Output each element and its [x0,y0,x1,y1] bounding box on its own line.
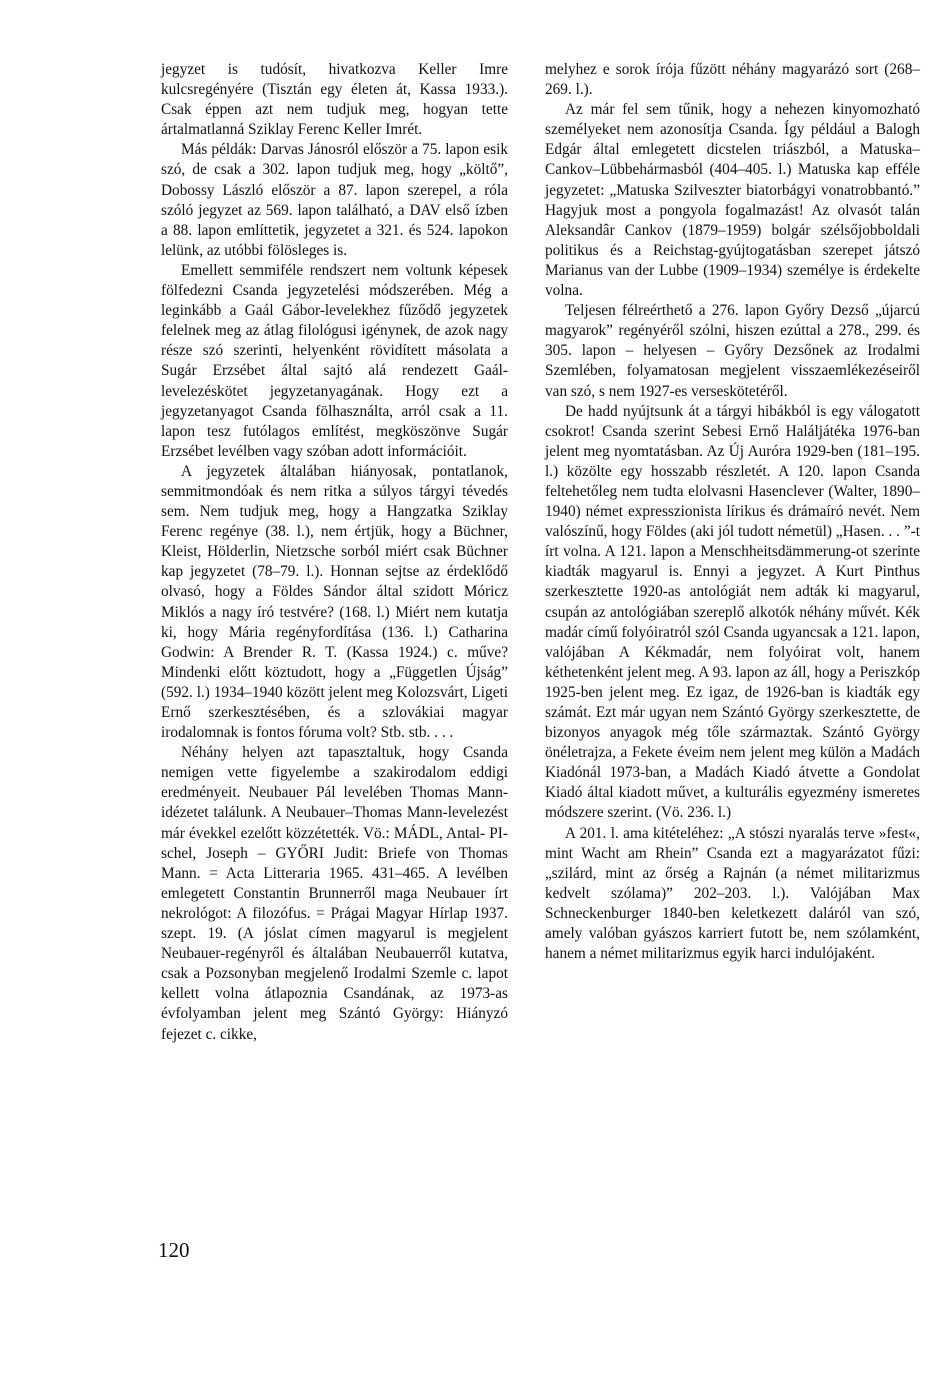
paragraph: A 201. l. ama kitételéhez: „A stószi nyaralás terve »fest«, mint Wacht am Rhein” Csanda ezt a magyarázatot fűzi: „szilárd, mint az őrség a Rajnán (a német militarizmus kedvelt szólama)” 202–203. l.). Valójában Max Schneckenburger 1840-ben keletkezett daláról van szó, amely valóban gyászos karriert futott be, nem szólamként, hanem a német militarizmus egyik harci indulójaként. [545,824,920,963]
paragraph: A jegyzetek általában hiányosak, pontatlanok, semmitmondóak és nem ritka a súlyos tárgyi tévedés sem. Nem tudjuk meg, hogy a Hangzatka Sziklay Ferenc regénye (38. l.), nem értjük, hogy a Büchner, Kleist, Hölderlin, Nietzsche sorból miért csak Büchner kap jegyzetet (78–79. l.). Honnan sejtse az érdeklődő olvasó, hogy a Földes Sándor által szidott Móricz Miklós a nagy író testvére? (168. l.) Miért nem kutatja ki, hogy Mária regényfordítása (136. l.) Catharina Godwin: A Brender R. T. (Kassa 1924.) c. műve? Mindenki előtt köztudott, hogy a „Független Újság” (592. l.) 1934–1940 között jelent meg Kolozsvárt, Ligeti Ernő szerkesztésében, és a szlovákiai magyar irodalomnak is fontos fóruma volt? Stb. stb. . . . [161,462,508,742]
paragraph: jegyzet is tudósít, hivatkozva Keller Imre kulcsregényére (Tisztán egy életen át, Kassa 1933.). Csak éppen azt nem tudjuk meg, hogyan tette ártalmatlanná Sziklay Ferenc Keller Imrét. [161,61,508,139]
paragraph: melyhez e sorok írója fűzött néhány magyarázó sort (268–269. l.). [545,61,920,99]
paragraph: Más példák: Darvas Jánosról először a 75. lapon esik szó, de csak a 302. lapon tudjuk meg, hogy „költő”, Dobossy László először a 87. lapon szerepel, a róla szóló jegyzet az 569. lapon található, a DAV első ízben a 88. lapon említtetik, jegyzetet a 321. és 524. lapokon lelünk, az utóbbi fölösleges is. [161,141,508,259]
paragraph: Az már fel sem tűnik, hogy a nehezen kinyomozható személyeket nem azonosítja Csanda. Így például a Balogh Edgár által emlegetett dicstelen triászból, a Matuska–Cankov–Lübbehármasból (404–405. l.) Matuska kap efféle jegyzetet: „Matuska Szilveszter biatorbágyi vonatrobbantó.” Hagyjuk most a pongyola fogalmazást! Az olvasót talán Aleksandâr Cankov (1879–1959) bolgár szélsőjobboldali politikus és a Reichstag-gyújtogatásban szerepet játszó Marianus van der Lubbe (1909–1934) személye is érdekelte volna. [545,101,920,300]
page-number: 120 [158,1238,190,1262]
right-column [545,60,920,964]
paragraph: De hadd nyújtsunk át a tárgyi hibákból is egy válogatott csokrot! Csanda szerint Sebesi Ernő Haláljátéka 1976-ban jelent meg nyomtatásban. Az Új Auróra 1929-ben (181–195. l.) közölte egy hosszabb részletét. A 120. lapon Csanda feltehetőleg nem tudta elolvasni Hasenclever (Walter, 1890–1940) német expresszionista lírikus és drámaíró nevét. Nem valószínű, hogy Földes (aki jól tudott németül) „Hasen. . . ”-t írt volna. A 121. lapon a Menschheitsdämmerung-ot szerinte kiadták magyarul is. Ennyi a jegyzet. A Kurt Pinthus szerkesztette 1920-as antológiát nem adták ki magyarul, csupán az antológiában szereplő alkotók néhány művét. Kék madár című folyóiratról szól Csanda ugyancsak a 121. lapon, valójában A Kékmadár, nem folyóirat volt, hanem kéthetenként jelent meg. A 93. lapon az áll, hogy a Periszkóp 1925-ben jelent meg. Ez igaz, de 1926-ban is kiadták egy számát. Ezt már ugyan nem Szántó György szerkesztette, de bizonyos anyagok még tőle származtak. Szántó György önéletrajza, a Fekete éveim nem jelent meg külön a Madách Kiadónál 1973-ban, a Madách Kiadó átvette a Gondolat Kiadó által kiadott művet, a kulturális egyezmény ismeretes módszere szerint. (Vö. 236. l.) [545,402,920,822]
left-column [161,60,508,1045]
paragraph: Néhány helyen azt tapasztaltuk, hogy Csanda nemigen vette figyelembe a szakirodalom eddigi eredményeit. Neubauer Pál levelében Thomas Mann-idézetet találunk. A Neubauer–Thomas Mann-levelezést már évekkel ezelőtt közzétették. Vö.: MÁDL, Antal- PI-schel, Joseph – GYŐRI Judit: Briefe von Thomas Mann. = Acta Litteraria 1965. 431–465. A levélben emlegetett Constantin Brunnerről maga Neubauer írt nekrológot: A filozófus. = Prágai Magyar Hírlap 1937. szept. 19. (A jóslat címen magyarul is megjelent Neubauer-regényről és általában Neubauerről kutatva, csak a Pozsonyban megjelenő Irodalmi Szemle c. lapot kellett volna átlapoznia Csandának, az 1973-as évfolyamban jelent meg Szántó György: Hiányzó fejezet c. cikke, [161,744,508,1043]
paragraph: Emellett semmiféle rendszert nem voltunk képesek fölfedezni Csanda jegyzetelési módszerében. Még a leginkább a Gaál Gábor-levelekhez fűződő jegyzetek felelnek meg az átlag filológusi igénynek, de azok nagy része szó szerinti, helyenként rövidített másolata a Sugár Erzsébet által sajtó alá rendezett Gaál-levelezéskötet jegyzetanyagának. Hogy ezt a jegyzetanyagot Csanda fölhasználta, arról csak a 11. lapon tesz futólagos említést, megköszönve Sugár Erzsébet levélben vagy szóban adott információit. [161,261,508,460]
paragraph: Teljesen félreérthető a 276. lapon Győry Dezső „újarcú magyarok” regényéről szólni, hiszen ezúttal a 278., 299. és 305. lapon – helyesen – Győry Dezsőnek az Irodalmi Szemlében, folyamatosan megjelent visszaemlékezéseiről van szó, s nem 1927-es verseskötetéről. [545,302,920,400]
